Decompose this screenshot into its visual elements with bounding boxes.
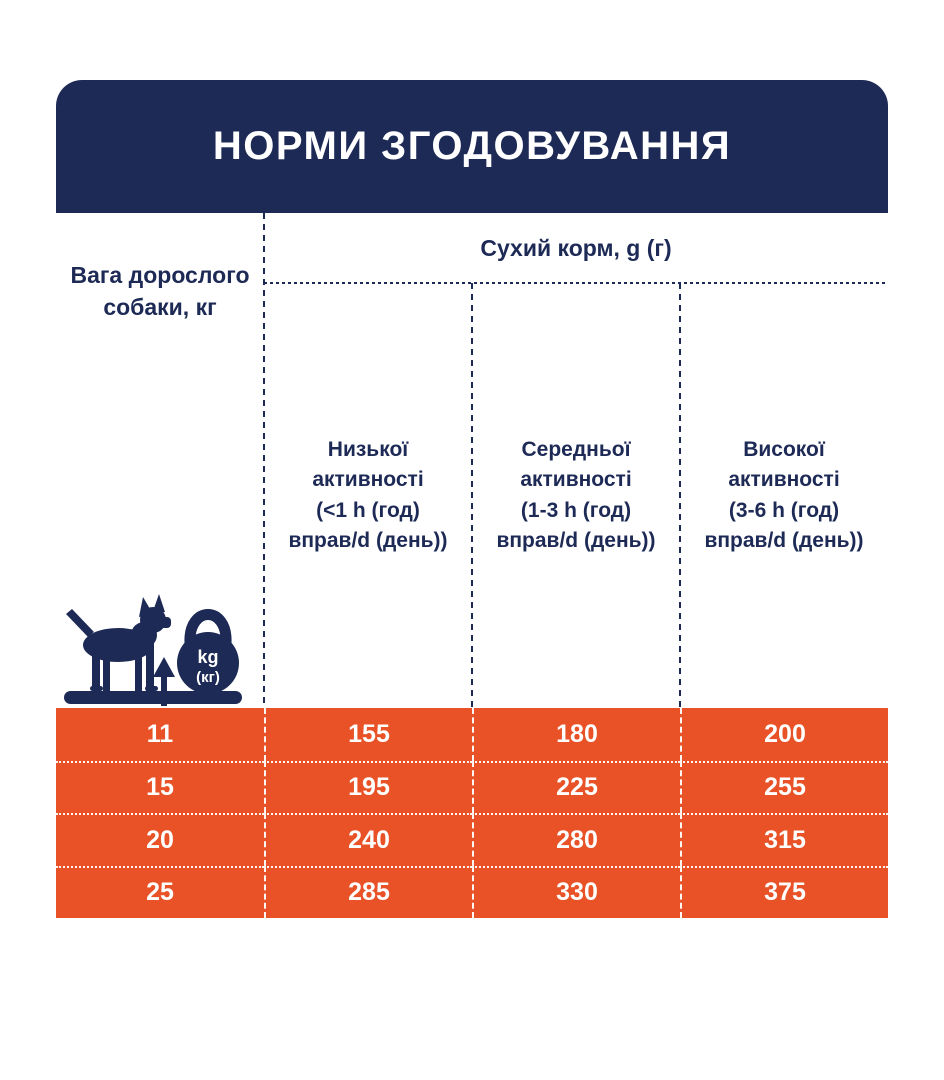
- header-line: вправ/d (день)): [288, 529, 448, 553]
- header-line: активності: [520, 468, 632, 492]
- header-line: вправ/d (день)): [704, 529, 864, 553]
- kettlebell-label-kg-ua: (кг): [196, 669, 220, 686]
- value-cell: 225: [472, 761, 680, 814]
- header-line: вправ/d (день)): [496, 529, 656, 553]
- feeding-norms-card: [56, 80, 888, 918]
- weight-cell: 20: [56, 813, 264, 866]
- dog-weight-illustration: [56, 581, 264, 708]
- header-line: Низької: [327, 438, 409, 461]
- dog-kettlebell-icon: [56, 581, 264, 708]
- weight-column-header: [56, 259, 264, 323]
- weight-cell: 11: [146, 719, 174, 748]
- value-cell: 240: [264, 813, 472, 866]
- header-line: (1-3 h (год): [520, 498, 632, 522]
- value-cell: 280: [472, 813, 680, 866]
- value-cell: 180: [472, 708, 680, 761]
- value-cell: 200: [680, 708, 888, 761]
- value-cell: 195: [264, 761, 472, 814]
- table-header-area: [56, 213, 888, 708]
- value-cell: 255: [680, 761, 888, 814]
- value-cell: 285: [264, 866, 472, 919]
- weight-header-line2: собаки, кг: [103, 294, 217, 321]
- header-line: активності: [312, 468, 424, 492]
- header-line: Середньої: [521, 438, 631, 461]
- dry-food-header: Сухий корм, g (г): [480, 234, 672, 261]
- weight-cell: 25: [56, 866, 264, 919]
- feeding-table-rows: [56, 708, 888, 918]
- value-cell: 315: [680, 813, 888, 866]
- header-line: (3-6 h (год): [728, 498, 840, 522]
- value-cell: 155: [264, 708, 472, 761]
- weight-header-line1: Вага дорослого: [70, 262, 250, 288]
- header-line: активності: [728, 468, 840, 492]
- column-header-medium-activity: [472, 435, 680, 557]
- column-header-high-activity: [680, 435, 888, 557]
- header-line: (<1 h (год): [316, 498, 420, 522]
- kettlebell-label-kg: kg: [197, 647, 219, 667]
- value-cell: 330: [472, 866, 680, 919]
- weight-cell: 15: [56, 761, 264, 814]
- header-line: Високої: [743, 438, 825, 461]
- column-header-low-activity: [264, 435, 472, 557]
- page-title: НОРМИ ЗГОДОВУВАННЯ: [212, 124, 732, 168]
- title-banner: [56, 80, 888, 213]
- value-cell: 375: [680, 866, 888, 919]
- kettlebell-icon: [177, 615, 239, 695]
